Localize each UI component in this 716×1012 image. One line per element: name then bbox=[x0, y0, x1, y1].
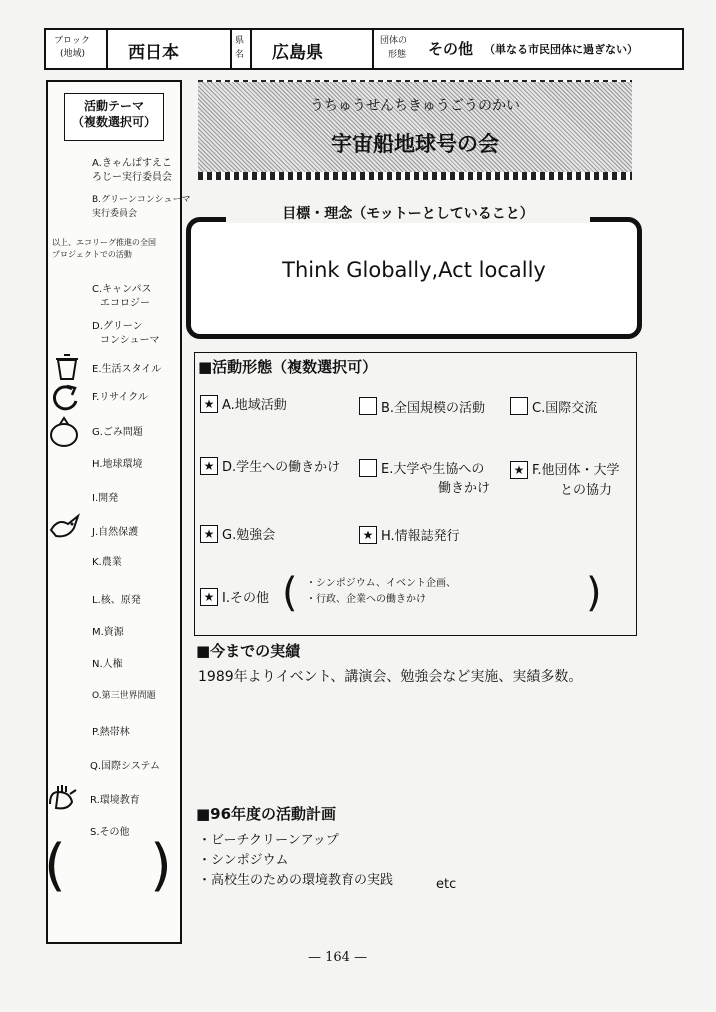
garbage-bag-icon bbox=[48, 414, 82, 448]
trash-can-icon bbox=[52, 352, 82, 382]
plan-item: ・高校生のための環境教育の実践 bbox=[198, 873, 394, 888]
achievements-text: 1989年よりイベント、講演会、勉強会など実施、実績多数。 bbox=[198, 669, 583, 685]
org-name: 宇宙船地球号の会 bbox=[331, 132, 499, 156]
pref-label bbox=[230, 30, 252, 68]
other-theme-close-paren: ) bbox=[150, 833, 172, 898]
option-b-label: B.全国規模の活動 bbox=[381, 401, 486, 416]
sidebar-item: P.熱帯林 bbox=[92, 727, 130, 738]
plan-item: ・シンポジウム bbox=[198, 853, 289, 868]
sidebar-item: O.第三世界問題 bbox=[92, 691, 156, 701]
plan-item: ・ビーチクリーンアップ bbox=[198, 833, 339, 848]
checkbox-g[interactable]: ★ bbox=[200, 525, 218, 543]
option-f-label-line2: との協力 bbox=[560, 483, 613, 498]
sidebar-item: C.キャンパス bbox=[92, 284, 152, 295]
sidebar-item: 実行委員会 bbox=[92, 209, 138, 219]
block-label bbox=[46, 30, 108, 68]
checkbox-c[interactable] bbox=[510, 397, 528, 415]
form-note: （単なる市民団体に過ぎない） bbox=[484, 43, 638, 56]
plan-etc: etc bbox=[436, 877, 457, 892]
sidebar-item: F.リサイクル bbox=[92, 392, 148, 403]
block-value-cell bbox=[106, 30, 232, 68]
sidebar-item: I.開発 bbox=[92, 493, 119, 504]
option-f-label: F.他団体・大学 bbox=[532, 463, 620, 478]
option-g-label: G.勉強会 bbox=[222, 528, 276, 543]
other-note-line2: ・行政、企業への働きかけ bbox=[306, 594, 426, 605]
checkbox-d[interactable]: ★ bbox=[200, 457, 218, 475]
block-label-bottom: (地域) bbox=[60, 49, 86, 59]
theme-title-box bbox=[64, 93, 164, 141]
pref-label-top: 県 bbox=[235, 36, 245, 46]
sidebar-item: プロジェクトでの活動 bbox=[52, 250, 132, 259]
option-d-label: D.学生への働きかけ bbox=[222, 460, 341, 475]
page-number: — 164 — bbox=[308, 950, 368, 965]
checkbox-b[interactable] bbox=[359, 397, 377, 415]
option-e-label: E.大学や生協への bbox=[381, 462, 485, 477]
sidebar-item: M.資源 bbox=[92, 627, 124, 638]
form-value: その他 bbox=[428, 40, 474, 58]
sidebar-item: J.自然保護 bbox=[92, 527, 139, 538]
block-value: 西日本 bbox=[128, 43, 179, 63]
sidebar-item: G.ごみ問題 bbox=[92, 427, 143, 438]
plan-heading: ■96年度の活動計画 bbox=[196, 805, 337, 823]
activity-heading: ■活動形態（複数選択可） bbox=[198, 358, 378, 376]
block-label-top: ブロック bbox=[54, 36, 90, 46]
title-reading: うちゅうせんちきゅうごうのかい bbox=[310, 98, 520, 114]
theme-title-line2: （複数選択可） bbox=[71, 115, 156, 129]
pref-value: 広島県 bbox=[272, 43, 323, 63]
other-note-line1: ・シンポジウム、イベント企画、 bbox=[306, 578, 456, 589]
sidebar-item: コンシューマ bbox=[100, 335, 160, 346]
other-note-open-paren: ( bbox=[282, 570, 298, 616]
other-note-close-paren: ) bbox=[586, 570, 602, 616]
theme-title-line1: 活動テーマ bbox=[83, 99, 144, 113]
form-label-bottom: 形態 bbox=[388, 50, 407, 60]
sidebar-item: A.きゃんぱすえこ bbox=[92, 158, 172, 169]
sidebar-item: S.その他 bbox=[90, 827, 130, 838]
checkbox-a[interactable]: ★ bbox=[200, 395, 218, 413]
sidebar-item: B.グリーンコンシューマ bbox=[92, 195, 191, 205]
sidebar-item: ろじー実行委員会 bbox=[92, 172, 172, 183]
other-theme-open-paren: ( bbox=[44, 833, 66, 898]
sidebar-item: N.人権 bbox=[92, 659, 123, 670]
sidebar-item: Q.国際システム bbox=[90, 761, 161, 772]
sidebar-item: 以上、エコリーグ推進の全国 bbox=[52, 238, 156, 247]
recycle-arrow-icon bbox=[50, 383, 82, 413]
motto-text: Think Globally,Act locally bbox=[282, 258, 546, 282]
pref-value-cell bbox=[250, 30, 374, 68]
sidebar-item: D.グリーン bbox=[92, 321, 143, 332]
sidebar-item: E.生活スタイル bbox=[92, 364, 162, 375]
sidebar-item: R.環境教育 bbox=[90, 795, 140, 806]
dove-icon bbox=[48, 512, 84, 542]
option-a-label: A.地域活動 bbox=[222, 398, 287, 413]
form-cell bbox=[376, 30, 676, 68]
motto-label: 目標・理念（モットーとしていること） bbox=[226, 203, 590, 223]
checkbox-e[interactable] bbox=[359, 459, 377, 477]
option-e-label-line2: 働きかけ bbox=[438, 481, 491, 496]
option-h-label: H.情報誌発行 bbox=[381, 529, 460, 544]
sidebar-item: L.核、原発 bbox=[92, 595, 141, 606]
option-i-label: I.その他 bbox=[222, 591, 269, 606]
checkbox-i[interactable]: ★ bbox=[200, 588, 218, 606]
form-label-top: 団体の bbox=[380, 36, 408, 46]
checkbox-h[interactable]: ★ bbox=[359, 526, 377, 544]
sidebar-item: H.地球環境 bbox=[92, 459, 143, 470]
checkbox-f[interactable]: ★ bbox=[510, 461, 528, 479]
banner-bottom-border bbox=[198, 172, 632, 180]
hand-sign-icon bbox=[46, 782, 84, 812]
sidebar-item: K.農業 bbox=[92, 557, 122, 568]
header-bar bbox=[44, 28, 684, 70]
pref-label-bottom: 名 bbox=[235, 50, 245, 60]
achievements-heading: ■今までの実績 bbox=[196, 642, 301, 660]
option-c-label: C.国際交流 bbox=[532, 401, 598, 416]
sidebar-item: エコロジー bbox=[100, 298, 150, 309]
